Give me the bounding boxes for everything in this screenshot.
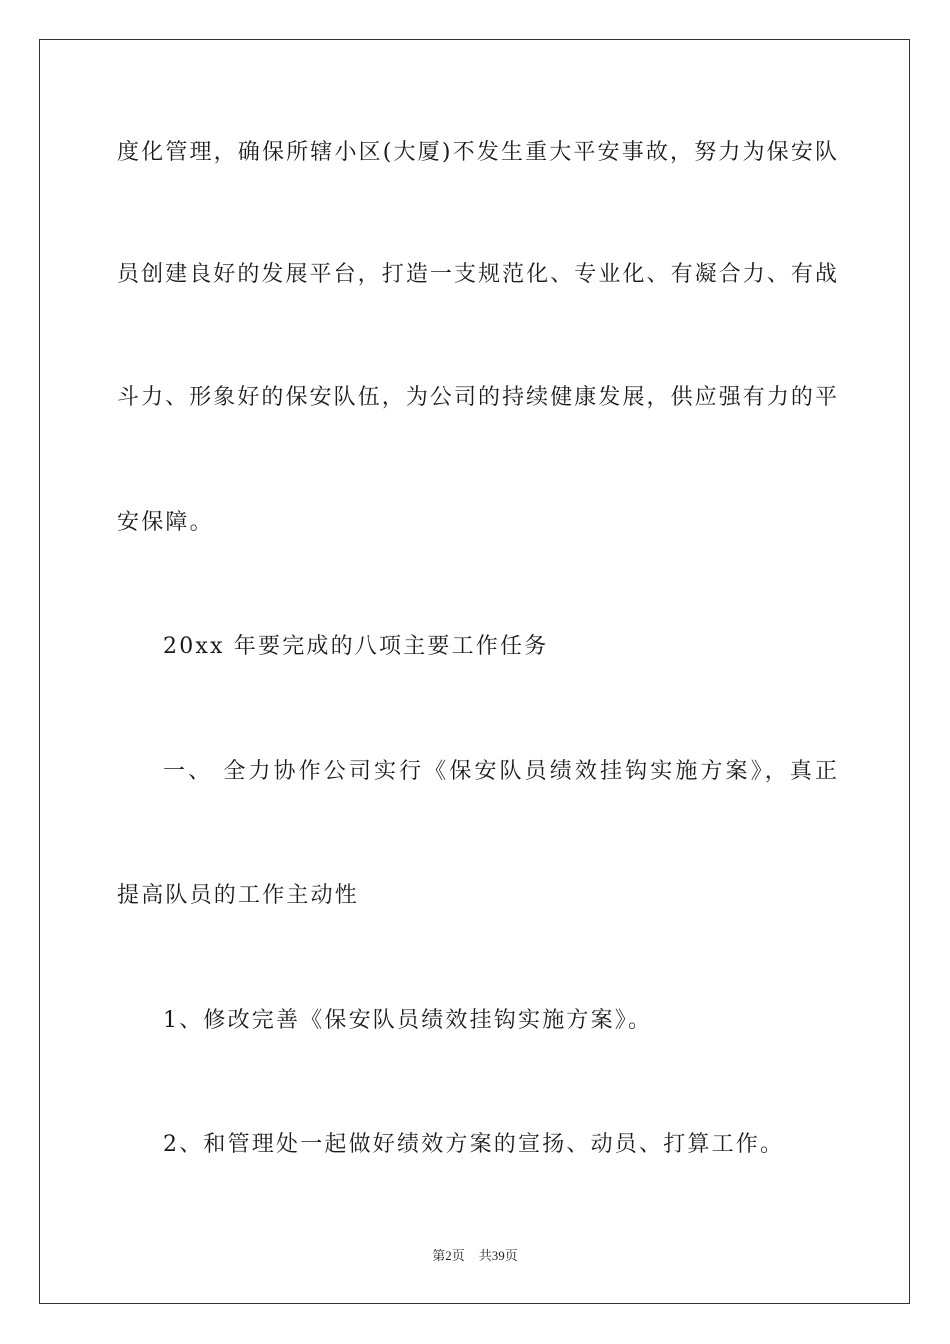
- page-number: 第2页: [432, 1248, 465, 1263]
- paragraph-line: 员创建良好的发展平台，打造一支规范化、专业化、有凝合力、有战: [117, 262, 837, 287]
- paragraph-line: 度化管理，确保所辖小区(大厦)不发生重大平安事故，努力为保安队: [117, 140, 837, 165]
- paragraph-line: 斗力、形象好的保安队伍，为公司的持续健康发展，供应强有力的平: [117, 385, 837, 410]
- page-total: 共39页: [478, 1248, 518, 1263]
- page-footer: [0, 1247, 950, 1265]
- section-heading: 20xx 年要完成的八项主要工作任务: [163, 634, 549, 659]
- page-border: [39, 39, 910, 1304]
- list-item: 1、修改完善《保安队员绩效挂钩实施方案》。: [163, 1008, 653, 1033]
- paragraph-line: 安保障。: [117, 510, 214, 535]
- task-heading: 一、 全力协作公司实行《保安队员绩效挂钩实施方案》，真正: [163, 759, 837, 784]
- list-item: 2、和管理处一起做好绩效方案的宣扬、动员、打算工作。: [163, 1132, 785, 1157]
- paragraph-line: 提高队员的工作主动性: [117, 883, 360, 908]
